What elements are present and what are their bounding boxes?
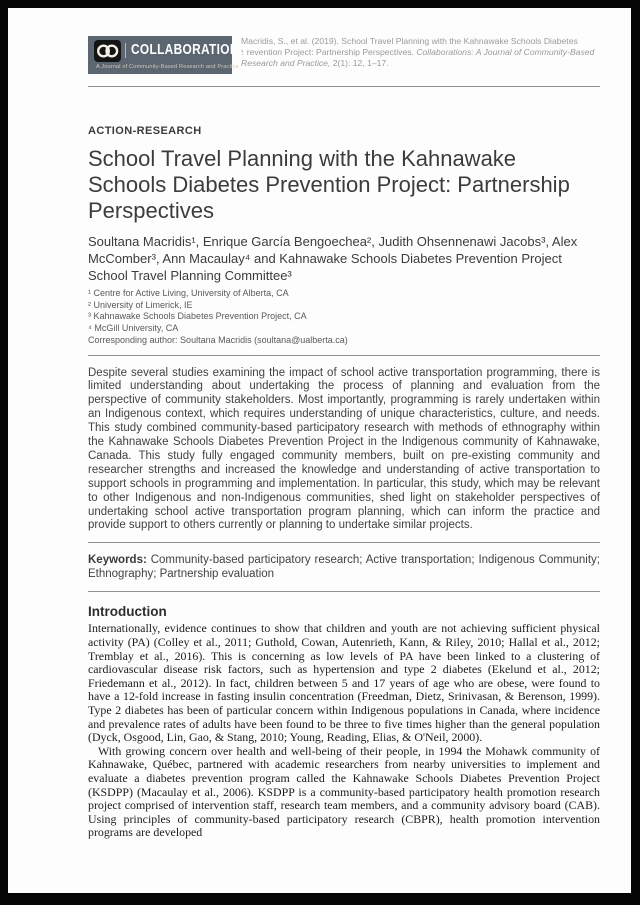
corresponding-email-link[interactable]: soultana@ualberta.ca bbox=[257, 335, 345, 345]
affiliations bbox=[88, 288, 600, 347]
journal-name: COLLABORATIONS bbox=[131, 42, 248, 59]
keywords-label: Keywords: bbox=[88, 554, 147, 567]
citation-text: Macridis, S., et al. (2019). School Travel Planning with the Kahnawake Schools Diabetes Prevention Project: Partnership Perspectives. bbox=[241, 36, 578, 57]
journal-tagline: A Journal of Community-Based Research and Practice bbox=[96, 64, 239, 71]
abstract-bottom-divider bbox=[88, 542, 600, 543]
affiliation-1: ¹ Centre for Active Living, University of Alberta, CA bbox=[88, 288, 289, 298]
journal-logo bbox=[88, 36, 248, 74]
abstract-text: Despite several studies examining the impact of school active transportation programming, there is limited understanding about undertaking the process of planning and evaluation from the perspective of community stakeholders. Most importantly, programming is rarely undertaken within an Indigenous context, which requires understanding of unique characteristics, culture, and needs. This study combined community-based participatory research with methods of ethnography within the Kahnawake Schools Diabetes Prevention Project in the Indigenous community of Kahnawake, Canada. This study fully engaged community members, built on pre-existing community and researcher strengths and increased the knowledge and understanding of active transportation to support schools in programming and implementation. In particular, this study, which may be relevant to other Indigenous and non-Indigenous communities, shed light on stakeholder perspectives of undertaking school active transportation program planning, which can inform the practice and provide support to others currently or planning to undertake similar projects. bbox=[88, 366, 600, 532]
article-title: School Travel Planning with the Kahnawake Schools Diabetes Prevention Project: Partnership Perspectives bbox=[88, 146, 570, 223]
interlocked-rings-icon bbox=[94, 40, 121, 62]
paper-page bbox=[8, 8, 631, 893]
intro-paragraph-2: With growing concern over health and well-being of their people, in 1994 the Mohawk community of Kahnawake, Québec, partnered with academic researchers from nearby universities to implement and evaluate a diabetes prevention program called the Kahnawake Schools Diabetes Prevention Project (KSDPP) (Macaulay et al., 2006). KSDPP is a community-based participatory health promotion research project comprised of intervention staff, research team members, and a community advisory board (CAB). Using principles of community-based participatory research (CBPR), health promotion intervention programs are developed bbox=[88, 743, 600, 840]
page-content bbox=[8, 8, 631, 840]
keywords-text: Community-based participatory research; Active transportation; Indigenous Community; Ethnography; Partnership evaluation bbox=[88, 554, 600, 581]
article-category: ACTION-RESEARCH bbox=[88, 125, 202, 137]
citation-volume-pages: 2(1): 12, 1–17. bbox=[330, 58, 389, 68]
keywords-line bbox=[88, 553, 600, 581]
affiliation-3: ³ Kahnawake Schools Diabetes Prevention Project, CA bbox=[88, 311, 307, 321]
affiliation-2: ² University of Limerick, IE bbox=[88, 299, 193, 310]
author-list: Soultana Macridis¹, Enrique García Bengoechea², Judith Ohsennenawi Jacobs³, Alex McComber³, Ann Macaulay⁴ and Kahnawake Schools Diabetes Prevention Project School Travel Planning Committee³ bbox=[88, 234, 578, 283]
intro-paragraph-1: Internationally, evidence continues to show that children and youth are not achieving sufficient physical activity (PA) (Colley et al., 2011; Guthold, Cowan, Autenrieth, Kann, & Riley, 2010; Hallal et al., 2012; Tremblay et al., 2016). This is concerning as low levels of PA have been linked to a clustering of cardiovascular disease risk factors, such as hypertension and type 2 diabetes (Ekelund et al., 2012; Friedemann et al., 2012). In fact, children between 5 and 17 years of age who are obese, were found to have a 12-fold increase in fasting insulin concentration (Freedman, Dietz, Srinivasan, & Berenson, 1999). Type 2 diabetes has been of particular concern within Indigenous populations in Canada, where incidence and prevalence rates of adults have been found to be three to five times higher than the general population (Dyck, Osgood, Lin, Gao, & Stang, 2010; Young, Reading, Elias, & O'Neil, 2000). bbox=[88, 621, 600, 745]
corresponding-author-label: Corresponding author: Soultana Macridis ( bbox=[88, 335, 258, 345]
section-heading-introduction: Introduction bbox=[88, 604, 167, 620]
article-citation bbox=[241, 36, 600, 69]
citation-journal-name: Collaborations: A Journal of Community-Based Research and Practice, bbox=[241, 47, 595, 68]
header-divider bbox=[88, 86, 600, 87]
affiliation-4: ⁴ McGill University, CA bbox=[88, 322, 179, 333]
corresponding-author bbox=[88, 335, 600, 347]
abstract-top-divider bbox=[88, 355, 600, 356]
corresponding-author-suffix: ) bbox=[344, 335, 348, 345]
logo-divider bbox=[125, 43, 126, 58]
journal-header bbox=[88, 36, 600, 74]
keywords-bottom-divider bbox=[88, 591, 600, 592]
journal-logo-row bbox=[94, 40, 248, 62]
